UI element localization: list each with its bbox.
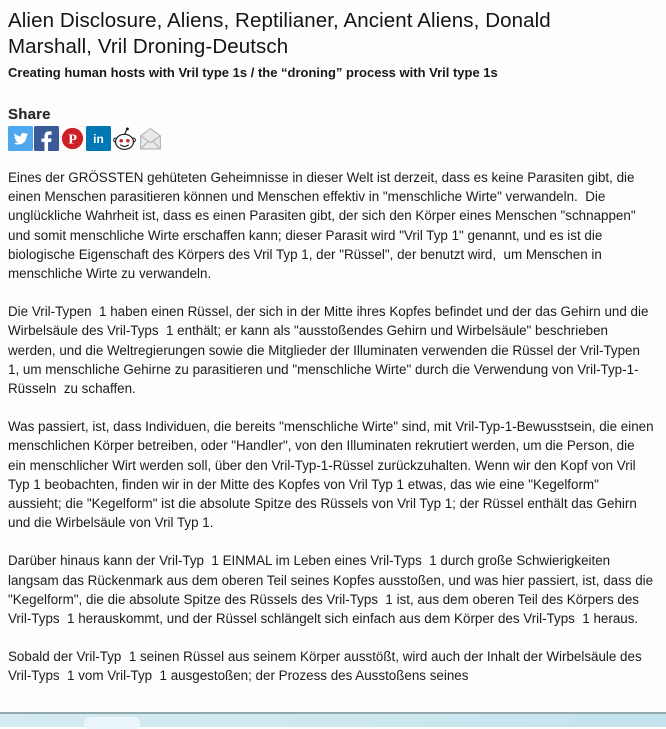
share-icon-row bbox=[8, 126, 656, 151]
envelope-icon bbox=[138, 126, 163, 151]
linkedin-share-button[interactable] bbox=[86, 126, 111, 151]
paragraph: Eines der GRÖSSTEN gehüteten Geheimnisse in dieser Welt ist derzeit, dass es keine Parasiten gibt, die einen Menschen parasitieren können und Menschen effektiv in "menschliche Wirte" verwandeln. Die unglückliche Wahrheit ist, dass es einen Parasiten gibt, der sich den Körper eines Menschen "schnappen" und somit menschliche Wirte erschaffen kann; dieser Parasit wird "Vril Typ 1" genannt, und es ist die biologische Eigenschaft des Körpers des Vril Typ 1, der "Rüssel", der benutzt wird, um Menschen in menschliche Wirte zu verwandeln. bbox=[8, 170, 640, 282]
paragraph: Darüber hinaus kann der Vril-Typ 1 EINMAL im Leben eines Vril-Typs 1 durch große Schwierigkeiten langsam das Rückenmark aus dem oberen Teil seines Kopfes ausstoßen, und was hier passiert, ist, dass die "Kegelform", die die absolute Spitze des Rüssels des Vril-Typs 1 ist, aus dem oberen Teil des Körpers des Vril-Typs 1 herauskommt, und der Rüssel schlängelt sich einfach aus dem Körper des Vril-Typs 1 heraus. bbox=[8, 553, 657, 627]
page-title: Alien Disclosure, Aliens, Reptilianer, Ancient Aliens, Donald Marshall, Vril Droning-Deutsch bbox=[8, 9, 551, 58]
facebook-share-button[interactable] bbox=[34, 126, 59, 151]
share-label: Share bbox=[8, 106, 51, 123]
bottom-taskbar[interactable] bbox=[0, 712, 666, 727]
paragraph: Was passiert, ist, dass Individuen, die bereits "menschliche Wirte" sind, mit Vril-Typ-1-Bewusstsein, die einen menschlichen Körper betreiben, oder "Handler", von den Illuminaten rekrutiert werden, um die Person, die ein menschlicher Wirt werden soll, über den Vril-Typ-1-Rüssel zurückzuhalten. Wenn wir den Kopf von Vril Typ 1 beobachten, finden wir in der Mitte des Kopfes von Vril Typ 1 etwas, das wie eine "Kegelform" aussieht; die "Kegelform" ist die absolute Spitze des Rüssels von Vril Typ 1; der Rüssel enthält das Gehirn und die Wirbelsäule von Vril Typ 1. bbox=[8, 419, 658, 531]
pinterest-icon bbox=[60, 126, 85, 151]
pinterest-share-button[interactable] bbox=[60, 126, 85, 151]
facebook-icon bbox=[34, 126, 59, 151]
share-section bbox=[8, 106, 656, 151]
twitter-share-button[interactable] bbox=[8, 126, 33, 151]
taskbar-button[interactable] bbox=[84, 717, 140, 729]
reddit-share-button[interactable] bbox=[112, 126, 137, 151]
paragraph: Sobald der Vril-Typ 1 seinen Rüssel aus seinem Körper ausstößt, wird auch der Inhalt der Wirbelsäule des Vril-Typs 1 vom Vril-Typ 1 ausgestoßen; der Prozess des Ausstoßens seines bbox=[8, 649, 646, 684]
svg-text:P: P bbox=[68, 131, 78, 148]
article-body bbox=[8, 168, 656, 686]
twitter-icon bbox=[8, 126, 33, 151]
reddit-icon bbox=[112, 126, 137, 151]
page-subtitle: Creating human hosts with Vril type 1s / the “droning” process with Vril type 1s bbox=[8, 65, 498, 80]
paragraph: Die Vril-Typen 1 haben einen Rüssel, der sich in der Mitte ihres Kopfes befindet und der das Gehirn und die Wirbelsäule des Vril-Typs 1 enthält; er kann als "ausstoßendes Gehirn und Wirbelsäule" beschrieben werden, und die Weltregierungen sowie die Mitglieder der Illuminaten verwenden die Rüssel der Vril-Typen 1, um menschliche Gehirne zu parasitieren und "menschliche Wirte" durch die Verwendung von Vril-Typ-1-Rüsseln zu schaffen. bbox=[8, 304, 653, 397]
email-share-button[interactable] bbox=[138, 126, 163, 151]
linkedin-icon bbox=[86, 126, 111, 151]
svg-text:in: in bbox=[93, 132, 104, 147]
